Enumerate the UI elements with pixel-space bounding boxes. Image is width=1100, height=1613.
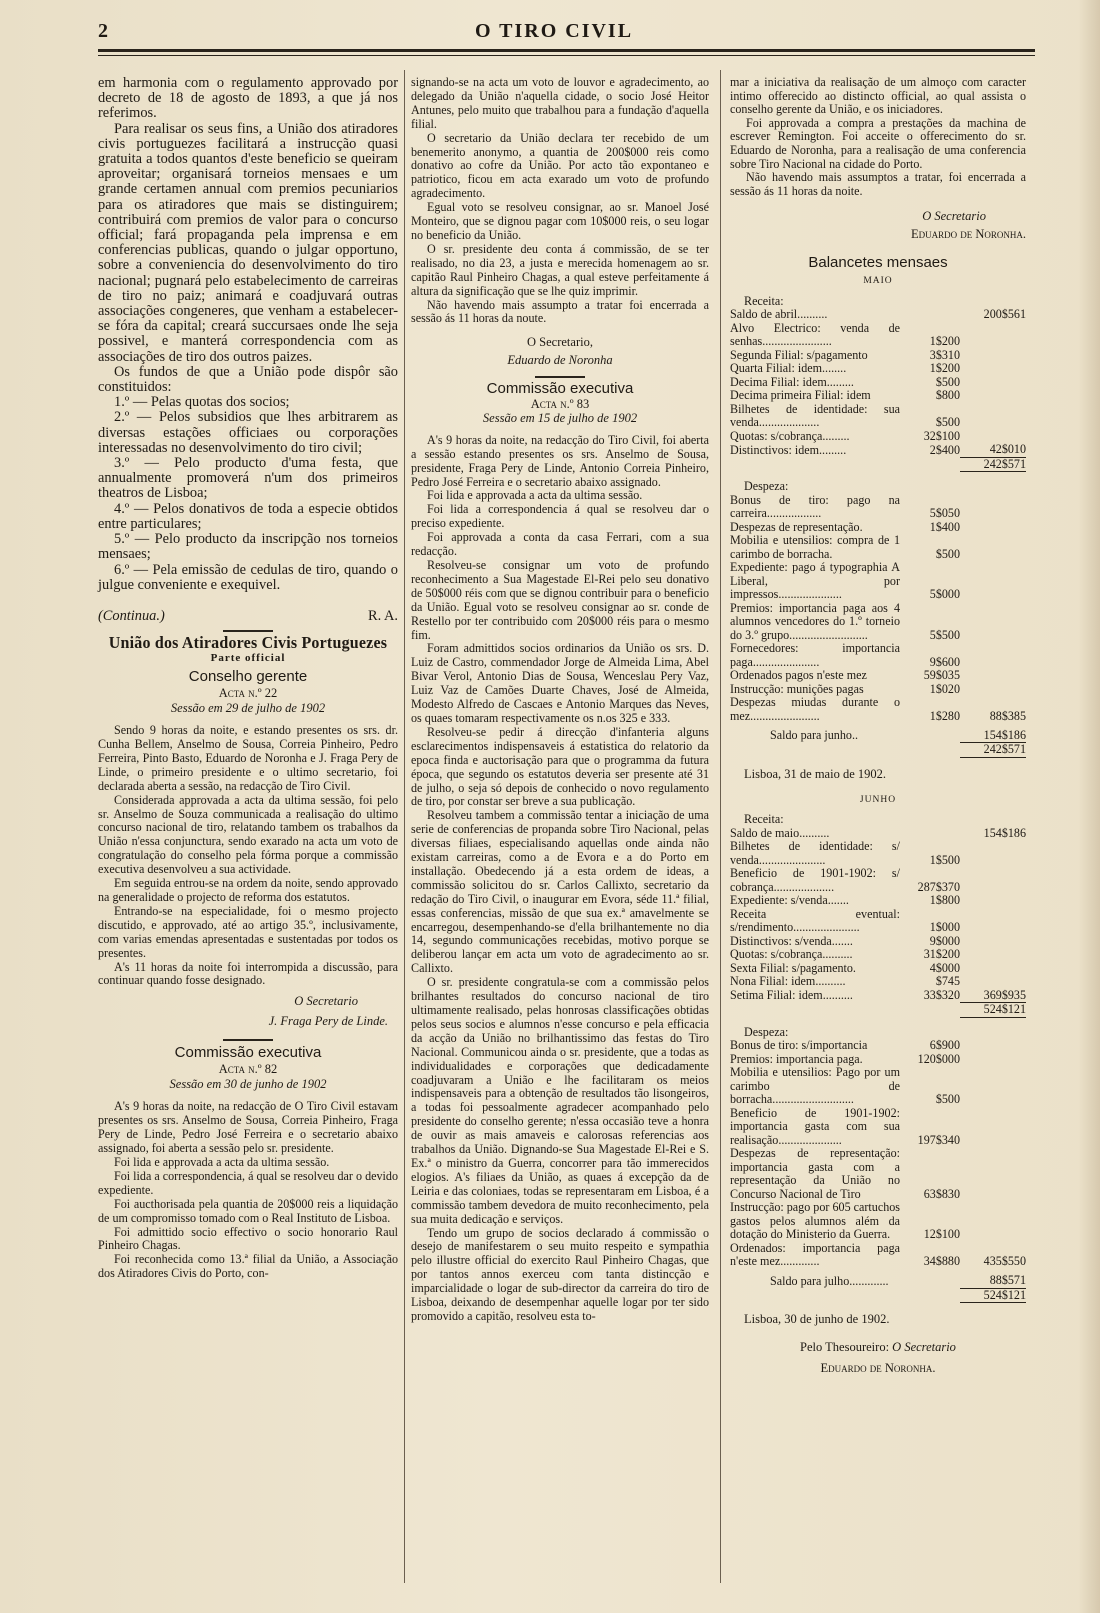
balance-amount bbox=[960, 521, 1026, 535]
balance-amount: 1$200 bbox=[929, 334, 960, 349]
balance-amount bbox=[960, 1147, 1026, 1201]
balance-june bbox=[730, 813, 1026, 1327]
paragraph: Foi aucthorisada pela quantia de 20$000 reis a liquidação de um compromisso tomado com o Real Instituto de Lisboa. bbox=[98, 1196, 398, 1225]
signature-title: O Secretario, bbox=[527, 335, 593, 350]
balance-amount bbox=[960, 322, 1026, 349]
balance-total-row bbox=[730, 1288, 1026, 1303]
balance-amount: 3$310 bbox=[929, 347, 960, 362]
balance-summary bbox=[730, 723, 1026, 758]
balance-amount: 197$340 bbox=[917, 1132, 960, 1147]
balance-table bbox=[730, 827, 1026, 1018]
balance-item-label: Expediente: s/venda....... bbox=[730, 893, 849, 908]
balance-row bbox=[730, 349, 1026, 363]
balance-total: 242$571 bbox=[960, 743, 1026, 758]
balance-item-label: Distinctivos: idem......... bbox=[730, 442, 847, 457]
paragraph: signando-se na acta um voto de louvor e agradecimento, ao delegado da União n'aquella cidade, o socio José Heitor Antunes, pelo muito que trabalhou para a fundação d'aquella filial. bbox=[411, 75, 709, 131]
balance-table bbox=[730, 308, 1026, 472]
balance-item-label: Despezas de representação: importancia gasta com a representação da União no Concurso Nacional de Tiro bbox=[730, 1146, 900, 1201]
balance-amount: 120$000 bbox=[917, 1051, 960, 1066]
paragraph: Resolveu-se consignar um voto de profundo reconhecimento a Sua Magestade El-Rei pelo seu donativo de 50$000 réis com que se dignou contribuir para o beneficio da União. Egual voto se resolveu consignar ao sr. conde de Restello por ter contribuido com 20$000 réis para o mesmo fim. bbox=[411, 558, 709, 642]
balance-amount bbox=[960, 602, 1026, 643]
balance-item-label: Premios: importancia paga. bbox=[730, 1051, 863, 1066]
balance-row bbox=[730, 561, 1026, 602]
paragraph: Entrando-se na especialidade, foi o mesmo projecto discutido, e approvado, até ao artigo 35.º, inclusivamente, com varias emendas apresentadas e sustentadas por todos os presentes. bbox=[98, 903, 398, 960]
balance-amount bbox=[960, 376, 1026, 390]
balance-item-label: Bilhetes de identidade: s/ venda...................... bbox=[730, 839, 900, 867]
balance-date: Lisboa, 31 de maio de 1902. bbox=[744, 766, 886, 781]
balance-row bbox=[730, 362, 1026, 376]
balance-section-label: Despeza: bbox=[744, 1024, 789, 1039]
paragraph: Foi lida a correspondencia, á qual se resolveu dar o devido expediente. bbox=[98, 1168, 398, 1197]
balance-amount bbox=[960, 867, 1026, 894]
paragraph: em harmonia com o regulamento approvado por decreto de 18 de agosto de 1893, a que já nos referimos. bbox=[98, 75, 398, 122]
balance-amount bbox=[960, 534, 1026, 561]
balance-row bbox=[730, 948, 1026, 962]
section-heading: Commissão executiva bbox=[486, 380, 634, 398]
balance-amount: 31$200 bbox=[923, 947, 960, 962]
org-title: União dos Atiradores Civis Portuguezes bbox=[108, 634, 388, 653]
balance-amount bbox=[960, 1066, 1026, 1107]
balance-amount: 1$800 bbox=[929, 893, 960, 908]
balance-item-label: Premios: importancia paga aos 4 alumnos vencedores do 1.º torneio do 3.º grupo.......................... bbox=[730, 600, 900, 642]
balance-row bbox=[730, 1039, 1026, 1053]
page-number: 2 bbox=[98, 20, 108, 42]
balance-amount: 6$900 bbox=[929, 1038, 960, 1053]
balance-item-label: Quotas: s/cobrança......... bbox=[730, 428, 850, 443]
balance-row bbox=[730, 723, 1026, 743]
section-divider bbox=[535, 376, 585, 378]
paragraph: Sendo 9 horas da noite, e estando presentes os srs. dr. Cunha Bellem, Anselmo de Sousa, Correia Pinheiro, Pedro Ferreira, Pinto Basto, Eduardo de Noronha e J. Fraga Pery de Linde, o primeiro presidente e o ultimo secretario, foi declarada aberta a sessão, na redacção de Tiro Civil. bbox=[98, 723, 398, 793]
balance-row bbox=[730, 894, 1026, 908]
balance-amount bbox=[960, 362, 1026, 376]
paragraph: A's 9 horas da noite, na redacção do Tiro Civil, foi aberta a sessão estando presentes os srs. Anselmo de Sousa, presidente, Fraga Pery de Linde, Antonio Correia Pinheiro, Pedro José Ferreira e o secretario abaixo assignado. bbox=[411, 432, 709, 489]
balance-amount: $500 bbox=[935, 374, 960, 389]
saldo-label: Saldo para julho............. bbox=[770, 1273, 889, 1288]
balance-amount bbox=[960, 948, 1026, 962]
balance-amount bbox=[960, 403, 1026, 430]
paragraph: Os fundos de que a União pode dispôr são constituidos: bbox=[98, 363, 398, 396]
acta-number: Acta n.º 82 bbox=[218, 1061, 278, 1076]
paragraph: Foi admittido socio effectivo o socio honorario Raul Pinheiro Chagas. bbox=[98, 1224, 398, 1253]
balance-amount: 2$400 bbox=[929, 442, 960, 457]
balance-amount bbox=[960, 683, 1026, 697]
balance-amount: $500 bbox=[935, 546, 960, 561]
paragraph: Resolveu tambem a commissão tentar a iniciação de uma serie de conferencias de propanda sobre Tiro Nacional, pelas diversas filiaes, especialisando aquellas onde ainda não existam carreiras, como a de Evora e a do Porto em installação. Obedecendo já a esta ordem de ideas, a commissão solicitou do sr. Carlos Callixto, secretario da redação do Tiro Civil, o inaugurar em Evora, séde 11.ª filial, essas conferencias, missão de que sua ex.ª amavelmente se encarregou, desempenhando-se d'ella brilhantemente no dia 14, segundo communicações recebidas, motivo porque se deliberou lançar em acta um voto de agradecimento ao sr. Callixto. bbox=[411, 808, 709, 976]
section-divider bbox=[223, 630, 273, 632]
balance-amount: $500 bbox=[935, 415, 960, 430]
balance-row bbox=[730, 935, 1026, 949]
balance-row bbox=[730, 1242, 1026, 1269]
balance-amount: $500 bbox=[935, 1092, 960, 1107]
paragraph: Resolveu-se pedir á direcção d'infanteria alguns esclarecimentos indispensaveis á estatistica do relatorio da epoca finda e auctorisação para que o programma da futura época, que segundo os estatutos deveria ser presente até 31 de julho, o seja só depois de conhecido o novo regulamento de tiro, por constar ser breve a sua publicação. bbox=[411, 724, 709, 809]
balance-table bbox=[730, 1039, 1026, 1269]
paragraph: Foi lida e approvada a acta da ultima sessão. bbox=[427, 488, 643, 503]
balance-amount: 1$500 bbox=[929, 852, 960, 867]
section-heading: Conselho gerente bbox=[188, 667, 308, 685]
balance-row bbox=[730, 494, 1026, 521]
page-header bbox=[98, 20, 1070, 46]
section-divider bbox=[223, 1039, 273, 1041]
minutes-body bbox=[98, 724, 398, 988]
balance-row bbox=[730, 867, 1026, 894]
balance-row bbox=[730, 308, 1026, 322]
balance-total: 524$121 bbox=[960, 1003, 1026, 1018]
balance-amount: 59$035 bbox=[923, 668, 960, 683]
balance-amount: 32$100 bbox=[923, 428, 960, 443]
balance-amount: 1$400 bbox=[929, 519, 960, 534]
balance-item-label: Segunda Filial: s/pagamento bbox=[730, 347, 868, 362]
acta-number: Acta n.º 22 bbox=[218, 685, 278, 700]
balance-amount bbox=[960, 975, 1026, 989]
paragraph: O secretario da União declara ter recebido de um benemerito anonymo, a quantia de 200$000 reis como donativo ao cofre da União. Por acto tão expontaneo e patriotico, ficou em acta exarado um voto de profundo agradecimento. bbox=[411, 130, 709, 201]
balance-amount bbox=[960, 349, 1026, 363]
signature-name: Eduardo de Noronha. bbox=[910, 226, 1026, 241]
balance-item-label: Quarta Filial: idem........ bbox=[730, 361, 847, 376]
balance-amount bbox=[960, 1039, 1026, 1053]
paragraph: Considerada approvada a acta da ultima sessão, foi pelo sr. Anselmo de Souza communicada a realisação do ultimo concurso nacional de tiro, relatando tambem os trabalhos da União n'essa conjunctura, sendo exarado na acta um voto de congratulação do conselho pela fórma porque a commissão executiva desenvolveu a sua actividade. bbox=[98, 792, 398, 877]
balance-row bbox=[730, 840, 1026, 867]
balance-amount bbox=[960, 840, 1026, 867]
balance-item-label: Mobilia e utensilios: compra de 1 carimbo de borracha. bbox=[730, 533, 900, 561]
balance-amount: 42$010 bbox=[989, 442, 1026, 457]
balance-item-label: Nona Filial: idem.......... bbox=[730, 974, 846, 989]
balance-item-label: Decima primeira Filial: idem bbox=[730, 388, 871, 403]
month-heading: MAIO bbox=[863, 276, 893, 287]
balance-amount: $800 bbox=[935, 388, 960, 403]
balance-amount: 5$000 bbox=[929, 587, 960, 602]
balance-row bbox=[730, 683, 1026, 697]
balance-row bbox=[730, 602, 1026, 643]
balance-section-label: Receita: bbox=[744, 293, 784, 308]
balance-row bbox=[730, 403, 1026, 430]
column-3 bbox=[730, 76, 1026, 1376]
balance-amount bbox=[960, 935, 1026, 949]
balance-amount: 4$000 bbox=[929, 960, 960, 975]
balance-item-label: Alvo Electrico: venda de senhas....................... bbox=[730, 320, 900, 349]
balance-amount: 1$000 bbox=[929, 920, 960, 935]
session-date: Sessão em 30 de junho de 1902 bbox=[169, 1077, 327, 1092]
balance-amount: 1$200 bbox=[929, 361, 960, 376]
balance-amount bbox=[960, 430, 1026, 444]
balance-item-label: Instrucção: pago por 605 cartuchos gastos pelos alumnos além da dotação do Ministerio da Guerra. bbox=[730, 1200, 900, 1242]
paragraph: Egual voto se resolveu consignar, ao sr. Manoel José Monteiro, que se dignou pagar com 10$000 reis, o seu logar no beneficio da União. bbox=[411, 200, 709, 242]
balance-row bbox=[730, 322, 1026, 349]
balance-total: 524$121 bbox=[960, 1288, 1026, 1303]
continua-note: (Continua.) bbox=[98, 607, 165, 624]
balance-amount: 34$880 bbox=[923, 1254, 960, 1269]
balance-item-label: Sexta Filial: s/pagamento. bbox=[730, 960, 856, 975]
balance-item-label: Bilhetes de identidade: sua venda.................... bbox=[730, 401, 900, 430]
newspaper-title: O TIRO CIVIL bbox=[474, 20, 634, 42]
acta-number: Acta n.º 83 bbox=[530, 397, 590, 412]
balance-item-label: Instrucção: munições pagas bbox=[730, 681, 864, 696]
minutes-body bbox=[730, 76, 1026, 198]
minutes-body bbox=[411, 76, 709, 326]
balance-amount: 63$830 bbox=[923, 1186, 960, 1201]
balance-row bbox=[730, 1053, 1026, 1067]
paragraph: 6.º — Pela emissão de cedulas de tiro, quando o julgue conveniente e exequivel. bbox=[98, 561, 398, 593]
minutes-body bbox=[98, 1100, 398, 1281]
paragraph: 2.º — Pelos subsidios que lhes arbitrarem as diversas estações officiaes ou corporações interessadas no desenvolvimento do tiro civil; bbox=[98, 409, 398, 456]
balance-total: 242$571 bbox=[960, 457, 1026, 472]
paragraph: Foi reconhecida como 13.ª filial da União, a Associação dos Atiradores Civis do Porto, con- bbox=[98, 1252, 398, 1281]
balance-amount: 369$935 bbox=[983, 987, 1026, 1002]
balance-amount bbox=[960, 908, 1026, 935]
balance-total-row bbox=[730, 1003, 1026, 1018]
column-divider bbox=[720, 70, 721, 1583]
balance-row bbox=[730, 1107, 1026, 1148]
balance-item-label: Beneficio de 1901-1902: s/ cobrança.................... bbox=[730, 866, 900, 894]
balance-amount bbox=[960, 494, 1026, 521]
paragraph: mar a iniciativa da realisação de um almoço com caracter intimo offerecido ao distincto official, ao qual assista o conselho gerente da União, e os iniciadores. bbox=[730, 75, 1026, 117]
balance-amount: 1$280 bbox=[929, 708, 960, 723]
balance-item-label: Bonus de tiro: pago na carreira.................. bbox=[730, 492, 900, 521]
balance-row bbox=[730, 376, 1026, 390]
balance-summary bbox=[730, 1269, 1026, 1304]
author-initials: R. A. bbox=[368, 607, 398, 624]
balance-amount: 33$320 bbox=[923, 988, 960, 1003]
final-signature bbox=[730, 1341, 1026, 1355]
minutes-body bbox=[411, 434, 709, 1324]
saldo-amount: 154$186 bbox=[983, 727, 1026, 742]
page-edge-shadow bbox=[1078, 0, 1100, 1613]
balance-amount bbox=[960, 894, 1026, 908]
balance-row bbox=[730, 975, 1026, 989]
signature-prefix: Pelo Thesoureiro: bbox=[800, 1339, 890, 1354]
signature-name: Eduardo de Noronha. bbox=[820, 1361, 936, 1376]
signature-title: O Secretario bbox=[892, 1339, 956, 1354]
balance-row bbox=[730, 521, 1026, 535]
header-rule-thick bbox=[98, 49, 1035, 52]
balance-item-label: Beneficio de 1901-1902: importancia gasta com sua realisação..................... bbox=[730, 1105, 900, 1147]
balance-item-label: Saldo de abril.......... bbox=[730, 307, 828, 322]
balance-row bbox=[730, 989, 1026, 1003]
balance-row bbox=[730, 696, 1026, 723]
balance-row bbox=[730, 827, 1026, 841]
balance-table bbox=[730, 494, 1026, 724]
article-body bbox=[98, 76, 398, 593]
paragraph: 5.º — Pelo producto da inscripção nos torneios mensaes; bbox=[98, 531, 398, 563]
balance-row bbox=[730, 1269, 1026, 1289]
balance-section-label: Receita: bbox=[744, 812, 784, 827]
header-rule-thin bbox=[98, 55, 1035, 56]
paragraph: O sr. presidente deu conta á commissão, de se ter realisado, no dia 23, a justa e merecida homenagem ao sr. capitão Raul Pinheiro Chagas, a qual esteve perfeitamente á altura da significação que se lhe quiz imprimir. bbox=[411, 241, 709, 298]
balance-may bbox=[730, 295, 1026, 782]
paragraph: Tendo um grupo de socios declarado á commissão o desejo de manifestarem o seu muito respeito e sympathia pelo illustre official do exercito Raul Pinheiro Chagas, que por tantos annos exerceu com tanta distincção e imparcialidade o logar de sub-director da carreira do tiro de Lisboa, deixando de desempenhar aquelle logar por ter sido promovido a capitão, resolveu esta to- bbox=[411, 1225, 709, 1323]
balancetes-title: Balancetes mensaes bbox=[808, 253, 948, 271]
balance-item-label: Ordenados pagos n'este mez bbox=[730, 668, 867, 683]
balance-item-label: Quotas: s/cobrança.......... bbox=[730, 947, 853, 962]
signature-name: J. Fraga Pery de Linde. bbox=[268, 1013, 388, 1028]
balance-item-label: Decima Filial: idem......... bbox=[730, 374, 854, 389]
balance-amount bbox=[960, 561, 1026, 602]
balance-amount: 154$186 bbox=[983, 825, 1026, 840]
balance-amount bbox=[900, 308, 960, 322]
column-2 bbox=[411, 76, 709, 1324]
balance-section-label: Despeza: bbox=[744, 479, 789, 494]
balance-row bbox=[730, 443, 1026, 457]
section-heading: Commissão executiva bbox=[174, 1043, 322, 1061]
balance-amount: 435$550 bbox=[983, 1254, 1026, 1269]
saldo-amount: 88$571 bbox=[989, 1273, 1026, 1288]
balance-amount bbox=[960, 389, 1026, 403]
balance-row bbox=[730, 908, 1026, 935]
balance-amount bbox=[960, 642, 1026, 669]
balance-amount: 287$370 bbox=[917, 879, 960, 894]
balance-item-label: Fornecedores: importancia paga...................... bbox=[730, 641, 900, 669]
paragraph: Em seguida entrou-se na ordem da noite, sendo approvado na generalidade o projecto de reforma dos estatutos. bbox=[98, 876, 398, 904]
balance-item-label: Despezas de representação. bbox=[730, 519, 863, 534]
balance-row bbox=[730, 642, 1026, 669]
paragraph: 1.º — Pelas quotas dos socios; bbox=[114, 394, 290, 411]
article-footer bbox=[98, 609, 398, 624]
balance-amount bbox=[960, 669, 1026, 683]
paragraph: A's 11 horas da noite foi interrompida a discussão, para continuar quando fosse designado. bbox=[98, 959, 398, 988]
signature-title: O Secretario bbox=[294, 994, 358, 1009]
balance-amount: 5$050 bbox=[929, 506, 960, 521]
paragraph: Não havendo mais assumptos a tratar, foi encerrada a sessão ás 11 horas da noite. bbox=[730, 170, 1026, 198]
balance-item-label: Ordenados: importancia paga n'este mez............. bbox=[730, 1240, 900, 1269]
paragraph: Foi lida e approvada a acta da ultima sessão. bbox=[114, 1154, 330, 1169]
balance-item-label: Saldo de maio.......... bbox=[730, 825, 830, 840]
paragraph: A's 9 horas da noite, na redacção de O Tiro Civil estavam presentes os srs. Anselmo de Sousa, Correia Pinheiro, Fraga Pery de Linde, Pedro José Ferreira e o secretario abaixo assignado, foi aberta a sessão pelo sr. presidente. bbox=[98, 1099, 398, 1156]
column-divider bbox=[404, 70, 405, 1583]
paragraph: O sr. presidente congratula-se com a commissão pelos brilhantes resultados do concurso nacional de tiro ultimamente realisado, pelas honrosas classificações obtidas pelos seus socios e alumnos n'esse concurso e pela efficacia da acção da União no brilhantissimo das festas do Tiro Nacional. Communicou ainda o sr. presidente, que a todas as individualidades e corporações que dedicadamente coadjuvaram a União e lhe facilitaram os meios indispensaveis para a obtenção de resultados tão lisongeiros, a todas foi pessoalmente agradecer acompanhado pelo presidente do conselho gerente; n'essa occasião teve a honra de ouvir as mais amaveis e calorosas referencias aos trabalhos da União. Dignando-se Sua Magestade El-Rei e S. Ex.ª o ministro da Guerra, concorrer para tão immerecidos elogios. A's filiaes da União, as quaes á excepção da de Leiria e das coloniaes, todas se representaram em Lisboa, é a commissão tambem devedora de muito reconhecimento, pela sua muita dedicação e serviços. bbox=[411, 975, 709, 1226]
balance-amount bbox=[960, 962, 1026, 976]
balance-amount bbox=[960, 1201, 1026, 1242]
balance-row bbox=[730, 430, 1026, 444]
paragraph: Para realisar os seus fins, a União dos atiradores civis portuguezes facilitará a instrucção quasi gratuita a todos quantos d'este beneficio se queiram aproveitar; organisará torneios mensaes e um grande certamen annual com premios pecuniarios para os atiradores que mais se distinguirem; contribuirá com premios de valor para o concurso official; fará propaganda pela imprensa e em conferencias publicas, quando o julgar opportuno, sobre a conveniencia do desenvolvimento do tiro nacional; pugnará pelo estabelecimento de carreiras de tiro no paiz; animará e coadjuvará outras associações congeneres, que venham a estabelecer-se fóra da capital; creará succursaes onde lhe seja possivel, e manterá correspondencia com as associações de tiro dos outros paizes. bbox=[98, 120, 398, 365]
paragraph: Foi lida a correspondencia á qual se resolveu dar o preciso expediente. bbox=[411, 502, 709, 531]
signature-title: O Secretario bbox=[922, 209, 986, 224]
balance-amount: 5$500 bbox=[929, 627, 960, 642]
balance-row bbox=[730, 1147, 1026, 1201]
balance-row bbox=[730, 1066, 1026, 1107]
balance-row bbox=[730, 1201, 1026, 1242]
month-heading: JUNHO bbox=[859, 794, 897, 805]
paragraph: Foram admittidos socios ordinarios da União os srs. D. Luiz de Castro, commendador Jorge de Almeida Lima, Abel Bivar Verol, Antonio Dias de Sousa, Wenceslau Pery Vaz, Luiz Vaz de Camões Duarte Chaves, José de Almeida, Modesto Alfredo de Cascaes e Antonio Marques das Neves, os quaes tomaram respectivamente os n.os 325 e 333. bbox=[411, 641, 709, 725]
balance-amount: 200$561 bbox=[983, 307, 1026, 322]
session-date: Sessão em 15 de julho de 1902 bbox=[482, 410, 638, 425]
balance-item-label: Despezas miudas durante o mez....................... bbox=[730, 695, 900, 723]
balance-item-label: Mobilia e utensilios: Pago por um carimbo de borracha........................... bbox=[730, 1065, 900, 1107]
balance-row bbox=[730, 534, 1026, 561]
balance-total-row bbox=[730, 457, 1026, 472]
paragraph: 3.º — Pelo producto d'uma festa, que annualmente promoverá n'um dos primeiros theatros de Lisboa; bbox=[98, 455, 398, 502]
balance-date: Lisboa, 30 de junho de 1902. bbox=[744, 1312, 890, 1327]
balance-amount bbox=[960, 1053, 1026, 1067]
saldo-label: Saldo para junho.. bbox=[770, 728, 858, 743]
parte-official: Parte official bbox=[210, 652, 286, 665]
balance-amount: $745 bbox=[935, 974, 960, 989]
balance-item-label: Setima Filial: idem.......... bbox=[730, 988, 853, 1003]
session-date: Sessão em 29 de julho de 1902 bbox=[170, 700, 326, 715]
paragraph: Foi approvada a conta da casa Ferrari, com a sua redacção. bbox=[411, 530, 709, 559]
paragraph: 4.º — Pelos donativos de toda a especie obtidos entre particulares; bbox=[98, 500, 398, 532]
balance-item-label: Bonus de tiro: s/importancia bbox=[730, 1038, 868, 1053]
balance-row bbox=[730, 962, 1026, 976]
balance-item-label: Expediente: pago á typographia A Liberal, por impressos..................... bbox=[730, 560, 900, 602]
paragraph: Não havendo mais assumpto a tratar foi encerrada a sessão ás 11 horas da noute. bbox=[411, 297, 709, 326]
balance-amount: 9$600 bbox=[929, 654, 960, 669]
balance-amount: 12$100 bbox=[923, 1227, 960, 1242]
balance-total-row bbox=[730, 743, 1026, 758]
signature-name: Eduardo de Noronha bbox=[507, 353, 613, 368]
balance-row bbox=[730, 389, 1026, 403]
balance-amount: 88$385 bbox=[989, 708, 1026, 723]
balance-amount: 9$000 bbox=[929, 933, 960, 948]
paragraph: Foi approvada a compra a prestações da machina de escrever Remington. Foi acceite o offerecimento do sr. Eduardo de Noronha, para a realisação de uma conferencia sobre Tiro Nacional na cidade do Porto. bbox=[730, 115, 1026, 171]
balance-amount: 1$020 bbox=[929, 681, 960, 696]
balance-amount bbox=[900, 827, 960, 841]
balance-row bbox=[730, 669, 1026, 683]
balance-item-label: Receita eventual: s/rendimento...................... bbox=[730, 906, 900, 935]
column-1 bbox=[98, 76, 398, 1281]
balance-item-label: Distinctivos: s/venda....... bbox=[730, 933, 853, 948]
balance-amount bbox=[960, 1107, 1026, 1148]
